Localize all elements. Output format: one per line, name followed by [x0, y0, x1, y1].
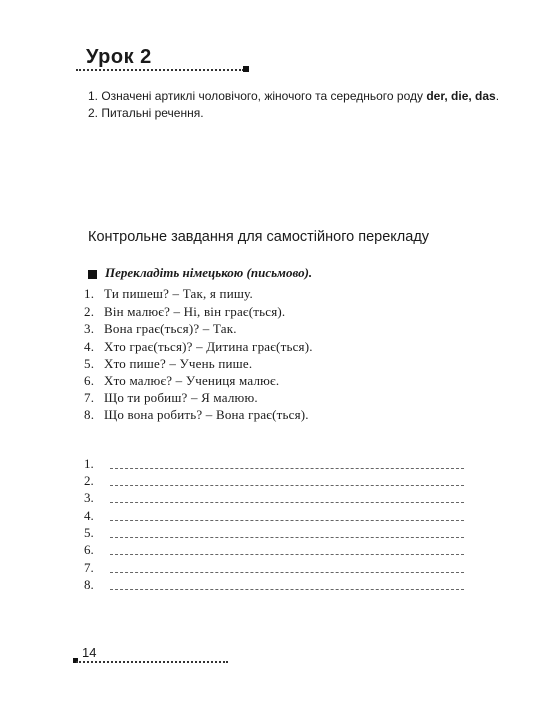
answer-row — [84, 577, 468, 593]
sentence-item — [84, 356, 252, 372]
sentence-text: Хто грає(ться)? – Дитина грає(ться). — [104, 339, 313, 354]
sentence-item — [84, 407, 309, 423]
topic-1-text: 1. Означені артиклі чоловічого, жіночого та середнього роду — [88, 89, 427, 103]
answer-row — [84, 508, 468, 524]
answer-line[interactable] — [110, 485, 464, 486]
answer-line[interactable] — [110, 572, 464, 573]
sentence-number: 6. — [84, 373, 95, 388]
lesson-title: Урок 2 — [86, 46, 152, 68]
footer-rule — [76, 661, 228, 663]
sentence-text: Хто малює? – Учениця малює. — [104, 373, 280, 388]
sentence-item — [84, 321, 237, 337]
answer-number: 1. — [84, 456, 94, 471]
sentence-item — [84, 339, 313, 355]
answer-number: 6. — [84, 542, 94, 557]
topic-1-articles: der, die, das — [426, 89, 496, 103]
topic-item-1 — [88, 89, 499, 103]
answer-row — [84, 560, 468, 576]
sentence-text: Вона грає(ться)? – Так. — [104, 321, 237, 336]
sentence-item — [84, 304, 285, 320]
answer-row — [84, 525, 468, 541]
section-heading: Контрольне завдання для самостійного перекладу — [88, 229, 430, 245]
answer-number: 8. — [84, 577, 94, 592]
sentence-text: Що ти робиш? – Я малюю. — [104, 390, 258, 405]
answer-number: 2. — [84, 473, 94, 488]
answer-line[interactable] — [110, 537, 464, 538]
sentence-text: Хто пише? – Учень пише. — [104, 356, 253, 371]
sentence-number: 3. — [84, 321, 95, 336]
answer-row — [84, 490, 468, 506]
sentence-number: 7. — [84, 390, 95, 405]
topic-1-end: . — [495, 89, 500, 103]
answer-line[interactable] — [110, 502, 464, 503]
answer-line[interactable] — [110, 554, 464, 555]
page-number: 14 — [82, 645, 97, 660]
answer-line[interactable] — [110, 520, 464, 521]
answer-number: 5. — [84, 525, 94, 540]
answer-row — [84, 456, 468, 472]
sentence-number: 2. — [84, 304, 95, 319]
sentence-number: 5. — [84, 356, 95, 371]
sentence-item — [84, 373, 279, 389]
answer-row — [84, 542, 468, 558]
sentence-item — [84, 390, 258, 406]
sentence-number: 8. — [84, 407, 95, 422]
task-instruction: Перекладіть німецькою (письмово). — [105, 265, 313, 280]
sentence-number: 4. — [84, 339, 95, 354]
answer-number: 4. — [84, 508, 94, 523]
topic-item-2: 2. Питальні речення. — [88, 106, 204, 120]
title-underline-marker — [243, 66, 249, 72]
answer-line[interactable] — [110, 468, 464, 469]
answer-line[interactable] — [110, 589, 464, 590]
answer-number: 7. — [84, 560, 94, 575]
square-bullet-icon — [88, 270, 97, 279]
sentence-text: Він малює? – Ні, він грає(ться). — [104, 304, 286, 319]
sentence-text: Ти пишеш? – Так, я пишу. — [104, 286, 253, 301]
sentence-number: 1. — [84, 286, 95, 301]
answer-row — [84, 473, 468, 489]
answer-number: 3. — [84, 490, 94, 505]
title-underline — [76, 69, 244, 71]
sentence-item — [84, 286, 253, 302]
sentence-text: Що вона робить? – Вона грає(ться). — [104, 407, 309, 422]
